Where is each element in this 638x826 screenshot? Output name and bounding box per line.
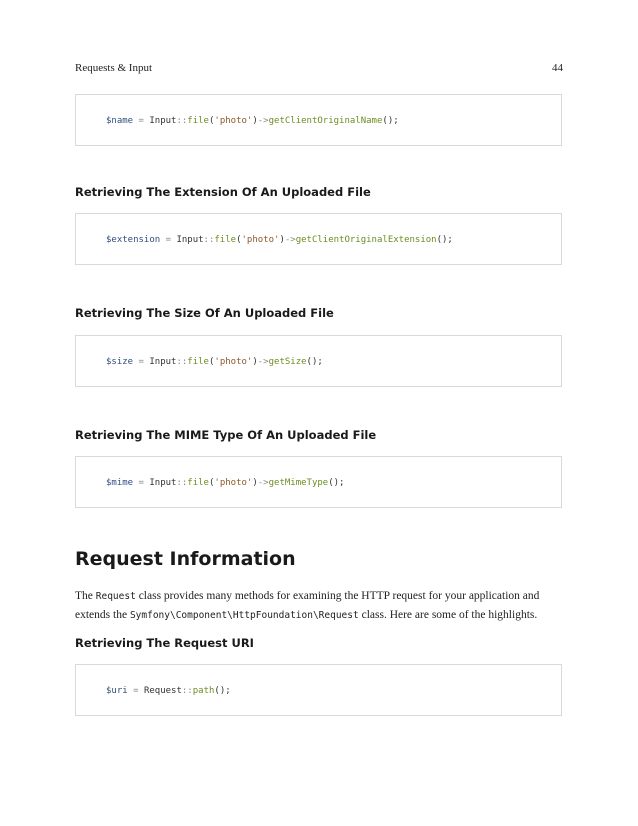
para-text: class. Here are some of the highlights.	[358, 609, 538, 621]
code-tail: ();	[328, 478, 345, 488]
code-operator: =	[127, 686, 144, 696]
code-string: 'photo'	[241, 235, 280, 245]
code-operator: =	[160, 235, 177, 245]
code-block-uri	[75, 664, 562, 716]
code-variable: $mime	[106, 478, 134, 488]
heading-mime: Retrieving The MIME Type Of An Uploaded File	[75, 428, 377, 442]
code-arrow: ->	[284, 235, 296, 245]
code-arrow: ->	[257, 357, 269, 367]
running-title: Requests & Input	[75, 62, 152, 74]
code-method: file	[187, 116, 209, 126]
code-method: file	[187, 357, 209, 367]
code-block-size	[75, 335, 562, 387]
code-block-extension	[75, 213, 562, 265]
code-paren: (	[208, 357, 215, 367]
inline-code-request: Request	[95, 591, 136, 602]
code-paren: )	[252, 116, 258, 126]
code-block-original-name	[75, 94, 562, 146]
code-string: 'photo'	[214, 357, 253, 367]
code-paren: (	[208, 478, 215, 488]
code-scope: ::	[181, 686, 193, 696]
code-tail: ();	[436, 235, 453, 245]
code-method: file	[214, 235, 237, 245]
code-method: getSize	[268, 357, 307, 367]
page-header	[75, 62, 563, 78]
code-paren: (	[236, 235, 242, 245]
code-class: Input	[149, 357, 177, 367]
code-scope: ::	[176, 357, 188, 367]
code-variable: $size	[106, 357, 134, 367]
code-method: file	[187, 478, 209, 488]
code-class: Input	[149, 116, 177, 126]
code-operator: =	[133, 116, 150, 126]
code-method: getMimeType	[268, 478, 329, 488]
intro-paragraph	[75, 587, 565, 625]
code-operator: =	[133, 478, 150, 488]
code-string: 'photo'	[214, 116, 253, 126]
code-method: path	[192, 686, 215, 696]
heading-extension: Retrieving The Extension Of An Uploaded File	[75, 185, 371, 199]
inline-code-symfony-request: Symfony\Component\HttpFoundation\Request	[129, 610, 359, 621]
heading-request-uri: Retrieving The Request URI	[75, 636, 254, 650]
code-scope: ::	[176, 116, 188, 126]
code-paren: )	[252, 478, 258, 488]
code-class: Input	[176, 235, 204, 245]
code-tail: ();	[214, 686, 231, 696]
para-text: class provides many methods for examining the HTTP request for your application and extends the	[75, 590, 540, 621]
page-number: 44	[552, 62, 563, 74]
code-tail: ();	[382, 116, 399, 126]
code-class: Input	[149, 478, 177, 488]
section-title-request-information: Request Information	[75, 548, 296, 570]
heading-size: Retrieving The Size Of An Uploaded File	[75, 306, 334, 320]
code-tail: ();	[306, 357, 323, 367]
code-block-mime	[75, 456, 562, 508]
code-variable: $extension	[106, 235, 161, 245]
code-paren: )	[279, 235, 285, 245]
code-scope: ::	[176, 478, 188, 488]
code-arrow: ->	[257, 478, 269, 488]
code-paren: (	[208, 116, 215, 126]
code-paren: )	[252, 357, 258, 367]
code-operator: =	[133, 357, 150, 367]
code-class: Request	[143, 686, 182, 696]
code-string: 'photo'	[214, 478, 253, 488]
code-scope: ::	[203, 235, 215, 245]
code-variable: $name	[106, 116, 134, 126]
code-method: getClientOriginalExtension	[295, 235, 437, 245]
code-variable: $uri	[106, 686, 128, 696]
para-text: The	[75, 590, 96, 602]
code-arrow: ->	[257, 116, 269, 126]
code-method: getClientOriginalName	[268, 116, 383, 126]
